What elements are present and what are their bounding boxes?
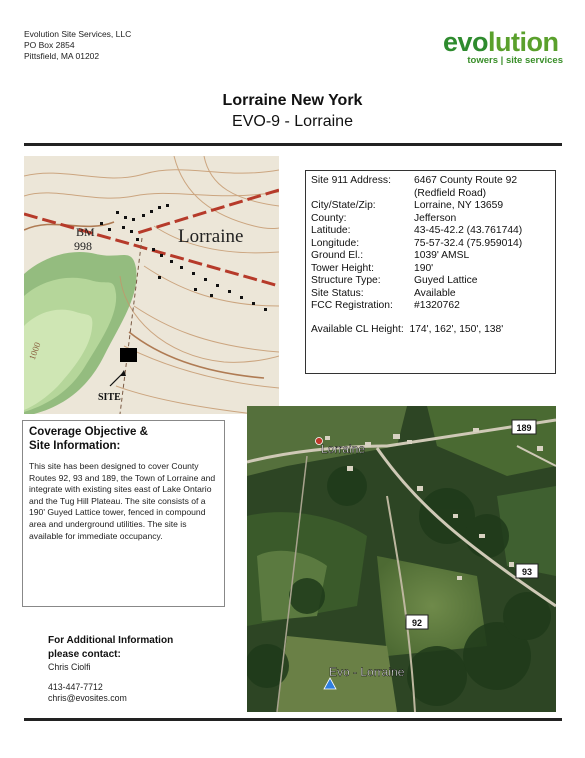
page-title: Lorraine New York xyxy=(222,92,363,109)
aerial-town-label: Lorraine xyxy=(321,442,366,456)
site-info-label: Site 911 Address: xyxy=(311,175,391,186)
company-city: Pittsfield, MA 01202 xyxy=(24,51,100,61)
site-info-value: 43-45-42.2 (43.761744) xyxy=(414,225,523,236)
aerial-site-label: Evo - Lorraine xyxy=(329,665,405,679)
coverage-heading-line2: Site Information: xyxy=(29,440,121,452)
coverage-box xyxy=(22,420,225,607)
contact-heading-line2: please contact: xyxy=(48,649,121,660)
site-info-value: 75-57-32.4 (75.959014) xyxy=(414,237,523,249)
site-info-row xyxy=(311,175,555,188)
site-info-value: Jefferson xyxy=(414,212,457,224)
coverage-heading-line1: Coverage Objective & xyxy=(29,426,148,438)
site-info-value: 1039' AMSL xyxy=(414,250,470,261)
contact-name: Chris Ciolfi xyxy=(48,662,91,672)
cl-height-values: 174', 162', 150', 138' xyxy=(409,323,504,335)
site-info-value: 6467 County Route 92 xyxy=(414,175,518,186)
top-divider xyxy=(24,143,562,146)
contact-email[interactable]: chris@evosites.com xyxy=(48,693,127,703)
page-subtitle: EVO-9 - Lorraine xyxy=(232,113,353,130)
site-info-row xyxy=(311,213,555,226)
site-info-row xyxy=(311,188,555,201)
site-info-row xyxy=(311,300,555,313)
site-info-label: Structure Type: xyxy=(311,275,381,286)
site-info-row xyxy=(311,263,555,276)
logo-wordmark xyxy=(443,28,563,56)
site-info-value: #1320762 xyxy=(414,300,460,311)
available-cl-height xyxy=(311,324,555,337)
topo-map-graphic xyxy=(24,156,279,414)
aerial-map-graphic xyxy=(247,406,556,712)
route-189-label: 189 xyxy=(516,423,532,433)
route-92-shield xyxy=(406,615,428,629)
topo-contour-label: 1000 xyxy=(26,340,43,362)
bottom-divider xyxy=(24,718,562,721)
site-info-label: Ground El.: xyxy=(311,250,364,261)
site-info-label: Latitude: xyxy=(311,225,351,236)
site-info-row xyxy=(311,238,555,251)
aerial-map xyxy=(247,406,556,712)
route-189-shield xyxy=(512,420,536,434)
topo-site-marker xyxy=(120,348,137,362)
site-info-row xyxy=(311,250,555,263)
site-info-label xyxy=(311,188,414,201)
cl-height-label: Available CL Height: xyxy=(311,323,404,335)
route-92-label: 92 xyxy=(411,618,423,628)
site-info-label: Tower Height: xyxy=(311,262,374,274)
site-info-row xyxy=(311,225,555,238)
logo-word-b: lution xyxy=(488,27,559,57)
site-info-value: (Redfield Road) xyxy=(414,187,487,199)
site-info-label: County: xyxy=(311,212,347,224)
site-info-rows xyxy=(311,175,555,313)
route-93-shield xyxy=(516,564,538,578)
site-info-row xyxy=(311,275,555,288)
topo-benchmark-elevation: 998 xyxy=(74,239,92,253)
site-info-value: Lorraine, NY 13659 xyxy=(414,200,504,211)
logo-tagline: towers | site services xyxy=(467,55,563,66)
topo-benchmark-label: BM xyxy=(76,225,95,239)
site-info-row xyxy=(311,288,555,301)
evolution-logo xyxy=(443,28,563,66)
contact-block xyxy=(48,634,173,704)
company-po-box: PO Box 2854 xyxy=(24,40,75,50)
logo-word-a: evo xyxy=(443,27,489,57)
site-info-box xyxy=(305,170,556,374)
company-address xyxy=(24,29,131,62)
site-info-value: 190' xyxy=(414,262,434,274)
site-info-label: FCC Registration: xyxy=(311,300,393,311)
coverage-body: This site has been designed to cover County Routes 92, 93 and 189, the Town of Lorraine and integrate with existing sites east of Lake Ontario and the Tug Hill Plateau. The site consists of a 190' Guyed Lattice tower, fenced in compound area and underground utilities. The site is available for immediate occupancy. xyxy=(29,461,216,541)
topo-map xyxy=(24,156,279,414)
route-93-label: 93 xyxy=(521,567,533,577)
site-info-value: Available xyxy=(414,287,456,299)
contact-phone: 413-447-7712 xyxy=(48,682,103,692)
topo-site-label: SITE xyxy=(98,392,121,403)
site-info-label: Site Status: xyxy=(311,287,364,299)
coverage-heading xyxy=(29,425,218,453)
contact-heading-line1: For Additional Information xyxy=(48,635,174,646)
site-info-label: City/State/Zip: xyxy=(311,200,376,211)
site-info-label: Longitude: xyxy=(311,237,360,249)
site-info-value: Guyed Lattice xyxy=(414,275,478,286)
site-info-row xyxy=(311,200,555,213)
company-name: Evolution Site Services, LLC xyxy=(24,29,132,39)
topo-town-label: Lorraine xyxy=(178,226,244,247)
